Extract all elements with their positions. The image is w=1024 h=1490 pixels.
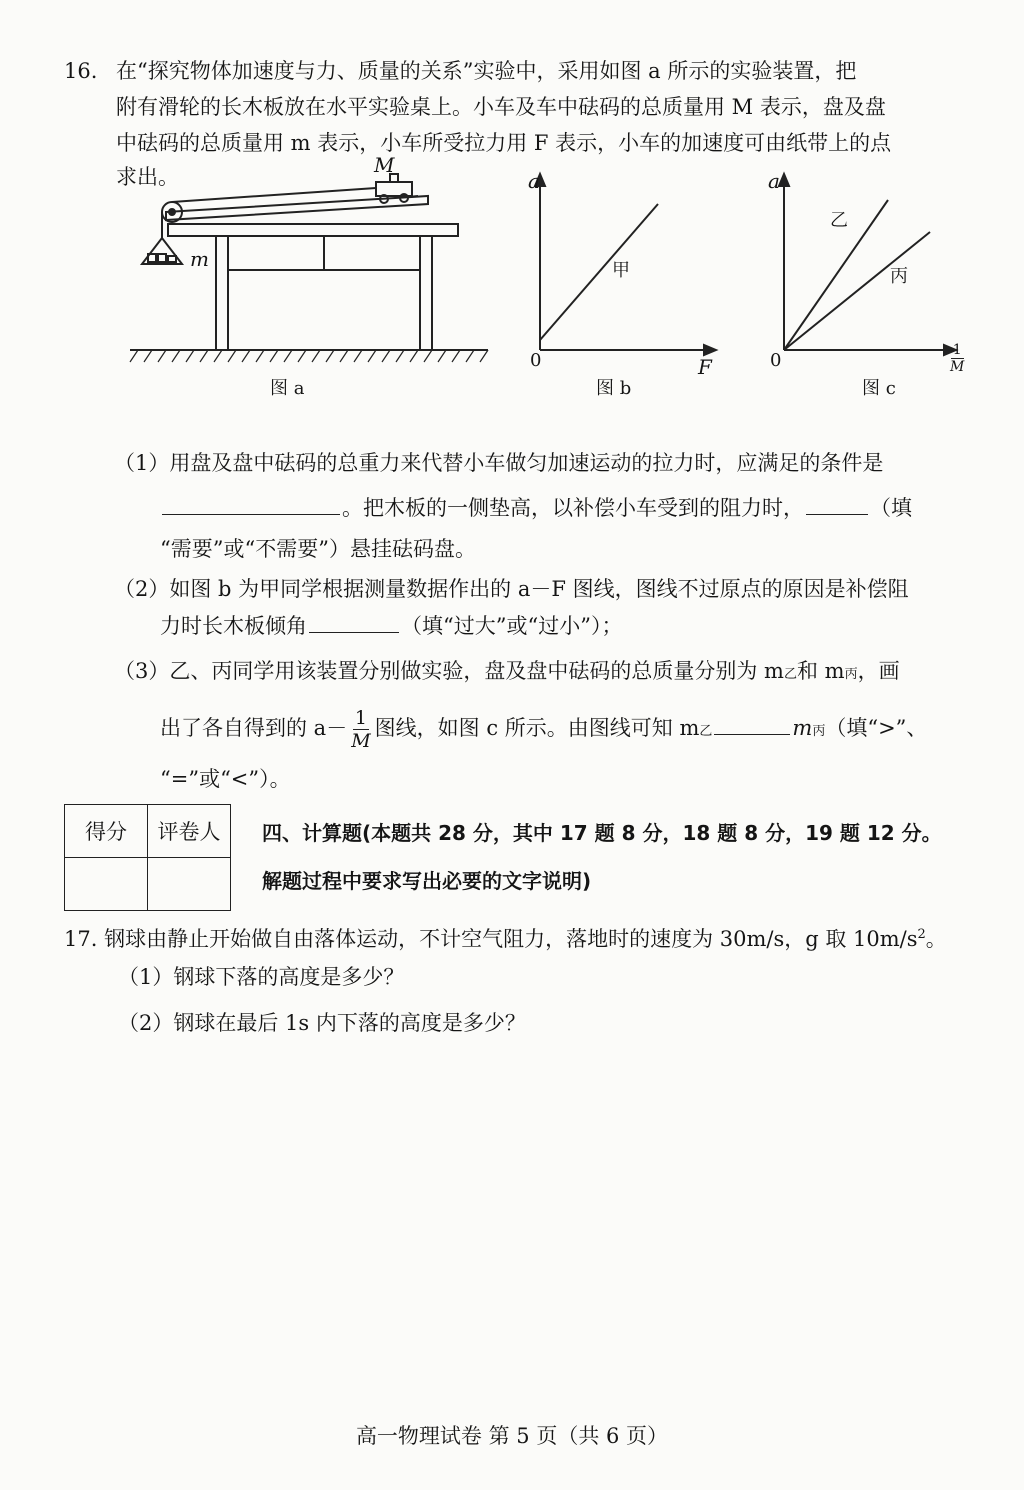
q16-part3-line2 bbox=[160, 702, 927, 758]
q16-stem-line3: 中砝码的总质量用 m 表示，小车所受拉力用 F 表示，小车的加速度可由纸带上的点 bbox=[116, 131, 892, 155]
line-jia bbox=[540, 204, 658, 340]
figure-c-caption: 图 c bbox=[862, 378, 896, 399]
q16-part3-line2-text2: 图线，如图 c 所示。由图线可知 m bbox=[374, 716, 700, 740]
q16-part1-line2-tail: （填 bbox=[870, 496, 912, 520]
fraction-one-over-M bbox=[351, 707, 370, 752]
q16-part3-line2-text: 出了各自得到的 a－ bbox=[160, 716, 348, 740]
fraction-denominator: M bbox=[351, 730, 371, 752]
figure-b-line-label: 甲 bbox=[612, 260, 630, 281]
q16-stem-line1: 在“探究物体加速度与力、质量的关系”实验中，采用如图 a 所示的实验装置，把 bbox=[116, 59, 857, 83]
figure-c-axis-x bbox=[950, 342, 964, 375]
q16-part2-line2 bbox=[160, 610, 622, 641]
q16-part3-line2-sub-bing: 丙 bbox=[812, 724, 826, 739]
section4-title-line1: 四、计算题(本题共 28 分，其中 17 题 8 分，18 题 8 分，19 题 12 分。 bbox=[262, 821, 942, 845]
answer-blank-1[interactable] bbox=[162, 492, 340, 515]
q16-part2-line2-tail: （填“过大”或“过小”）； bbox=[401, 614, 623, 638]
q17-sub2: （2）钢球在最后 1s 内下落的高度是多少？ bbox=[118, 1011, 526, 1035]
q16-part1-line1: （1）用盘及盘中砝码的总重力来代替小车做匀加速运动的拉力时，应满足的条件是 bbox=[114, 451, 884, 475]
q16-part3-line1-text: （3）乙、丙同学用该装置分别做实验，盘及盘中砝码的总质量分别为 m bbox=[114, 659, 784, 683]
score-label: 得分 bbox=[65, 805, 148, 858]
grader-label: 评卷人 bbox=[148, 805, 231, 858]
score-table bbox=[64, 804, 231, 911]
q16-part3-line1 bbox=[114, 656, 900, 690]
q16-part3-sub-bing: 丙 bbox=[844, 667, 858, 682]
figure-c-axis-x-den: M bbox=[950, 359, 965, 375]
answer-blank-2[interactable] bbox=[806, 492, 868, 515]
q17-stem-sup: 2 bbox=[917, 927, 926, 942]
figure-c-axis-x-num: 1 bbox=[952, 342, 962, 358]
q16-part1-line2 bbox=[160, 492, 912, 523]
q16-part3-line2-m: m bbox=[792, 716, 813, 740]
q16-part1-line2-text: 。把木板的一侧垫高，以补偿小车受到的阻力时， bbox=[342, 496, 804, 520]
q16-part3-line2-tail: （填“>”、 bbox=[825, 716, 928, 740]
line-bing bbox=[784, 232, 930, 350]
q17-stem-end: 。 bbox=[925, 927, 947, 951]
page-footer: 高一物理试卷 第 5 页（共 6 页） bbox=[355, 1424, 669, 1448]
figure-c-origin: 0 bbox=[770, 350, 782, 371]
q16-part3-line2-sub-yi: 乙 bbox=[699, 724, 713, 739]
q16-part2-line1: （2）如图 b 为甲同学根据测量数据作出的 a－F 图线，图线不过原点的原因是补偿阻 bbox=[114, 577, 909, 601]
q16-part2-line2-text: 力时长木板倾角 bbox=[160, 614, 307, 638]
figure-a-apparatus bbox=[128, 150, 498, 370]
answer-blank-4[interactable] bbox=[714, 712, 790, 735]
section4-title-line2: 解题过程中要求写出必要的文字说明) bbox=[262, 869, 592, 893]
grader-cell[interactable] bbox=[148, 858, 231, 911]
figure-a-label-M: M bbox=[374, 153, 395, 177]
figure-c-line1-label: 乙 bbox=[830, 210, 848, 231]
figure-a-label-m: m bbox=[190, 247, 209, 271]
figure-b-axis-y: a bbox=[528, 169, 540, 193]
q16-part1-line3: “需要”或“不需要”）悬挂砝码盘。 bbox=[160, 537, 476, 561]
score-cell[interactable] bbox=[65, 858, 148, 911]
figure-b-caption: 图 b bbox=[596, 378, 632, 399]
q16-stem-line2: 附有滑轮的长木板放在水平实验桌上。小车及车中砝码的总质量用 M 表示，盘及盘 bbox=[116, 95, 886, 119]
q16-part3-line1-end: ，画 bbox=[857, 659, 900, 683]
figure-b-origin: 0 bbox=[530, 350, 542, 371]
figure-a-caption: 图 a bbox=[270, 378, 305, 399]
q16-part3-sub-yi: 乙 bbox=[783, 667, 797, 682]
q17-stem-text: 17. 钢球由静止开始做自由落体运动，不计空气阻力，落地时的速度为 30m/s，g 取 10m/s bbox=[64, 927, 918, 951]
figure-c-line2-label: 丙 bbox=[890, 266, 908, 287]
q17-stem bbox=[64, 920, 947, 954]
answer-blank-3[interactable] bbox=[309, 610, 399, 633]
figure-b-axis-x: F bbox=[698, 355, 712, 379]
q16-part3-line3: “=”或“<”）。 bbox=[160, 767, 291, 791]
fraction-numerator: 1 bbox=[354, 707, 367, 729]
q16-stem-line4: 求出。 bbox=[116, 165, 179, 189]
q16-number: 16. bbox=[64, 59, 98, 83]
q16-part3-line1-mid: 和 m bbox=[796, 659, 845, 683]
q17-sub1: （1）钢球下落的高度是多少？ bbox=[118, 965, 405, 989]
figure-c-axis-y: a bbox=[768, 169, 780, 193]
figure-c-graph bbox=[764, 170, 964, 360]
